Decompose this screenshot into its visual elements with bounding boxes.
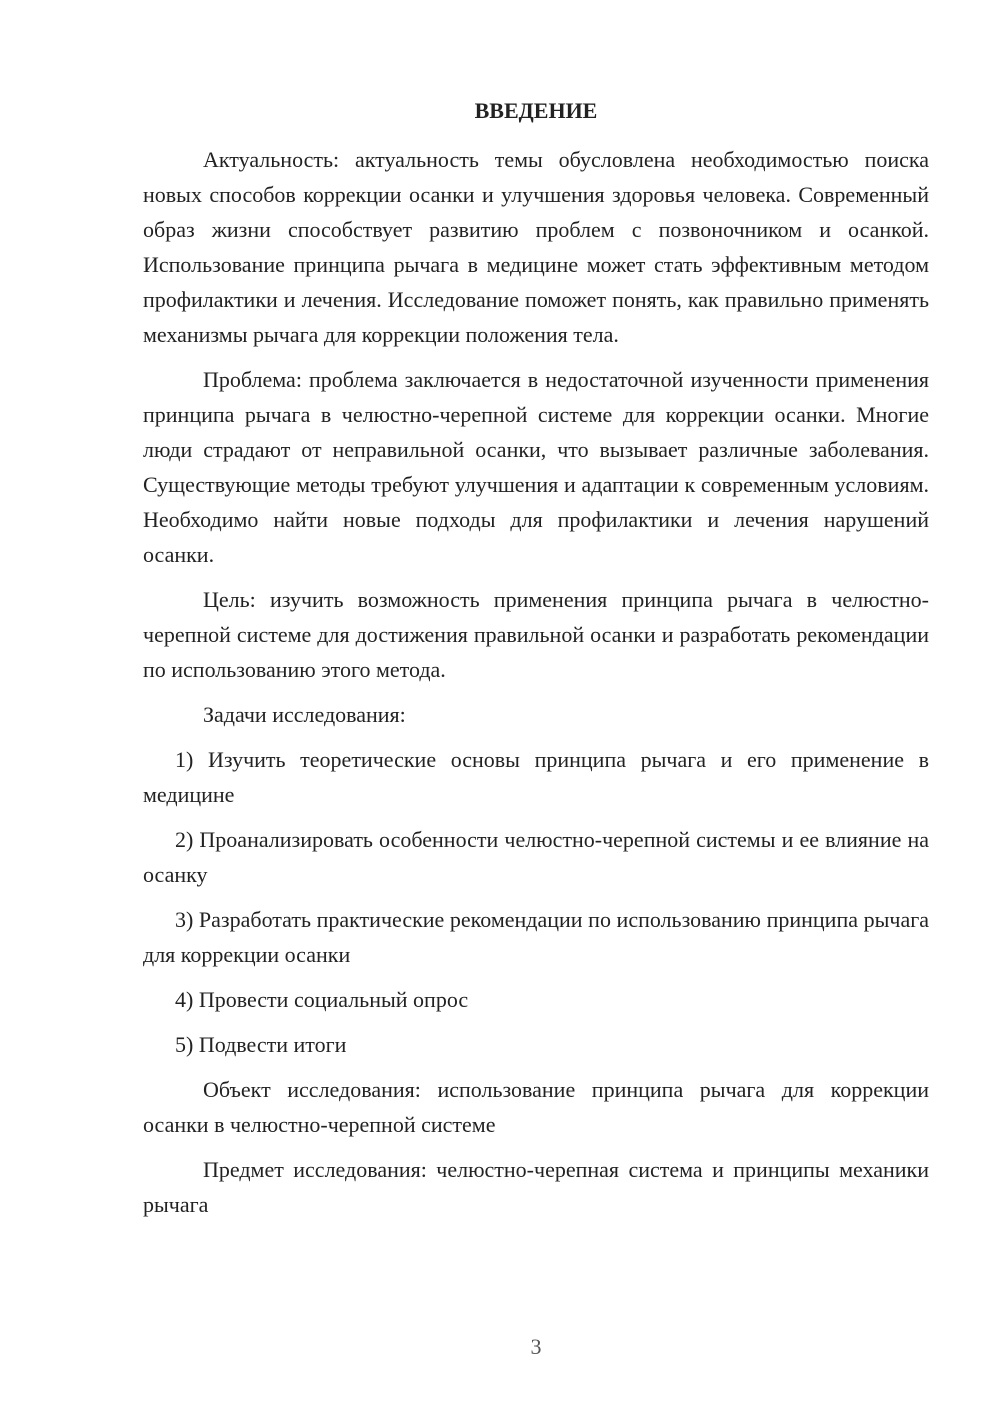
subject-paragraph: Предмет исследования: челюстно-черепная система и принципы механики рычага	[143, 1157, 929, 1217]
page-title: ВВЕДЕНИЕ	[474, 98, 598, 123]
task-item: 4) Провести социальный опрос	[175, 987, 469, 1012]
page-number: 3	[530, 1334, 542, 1359]
problem-paragraph: Проблема: проблема заключается в недостаточной изученности применения принципа рычага в челюстно-черепной системе для коррекции осанки. Многие люди страдают от неправильной осанки, что вызывает различные заболевания. Существующие методы требуют улучшения и адаптации к современным условиям. Необходимо найти новые подходы для профилактики и лечения нарушений осанки.	[143, 367, 929, 567]
goal-paragraph: Цель: изучить возможность применения принципа рычага в челюстно-черепной системе для достижения правильной осанки и разработать рекомендации по использованию этого метода.	[143, 587, 929, 682]
object-paragraph: Объект исследования: использование принципа рычага для коррекции осанки в челюстно-черепной системе	[143, 1077, 929, 1137]
tasks-heading: Задачи исследования:	[203, 702, 406, 727]
task-item: 5) Подвести итоги	[175, 1032, 347, 1057]
relevance-paragraph: Актуальность: актуальность темы обусловлена необходимостью поиска новых способов коррекции осанки и улучшения здоровья человека. Современный образ жизни способствует развитию проблем с позвоночником и осанкой. Использование принципа рычага в медицине может стать эффективным методом профилактики и лечения. Исследование поможет понять, как правильно применять механизмы рычага для коррекции положения тела.	[143, 147, 929, 347]
task-item: 3) Разработать практические рекомендации по использованию принципа рычага для коррекции осанки	[143, 907, 929, 967]
document-body	[143, 142, 929, 1232]
task-item: 2) Проанализировать особенности челюстно-черепной системы и ее влияние на осанку	[143, 827, 929, 887]
task-item: 1) Изучить теоретические основы принципа рычага и его применение в медицине	[143, 747, 929, 807]
